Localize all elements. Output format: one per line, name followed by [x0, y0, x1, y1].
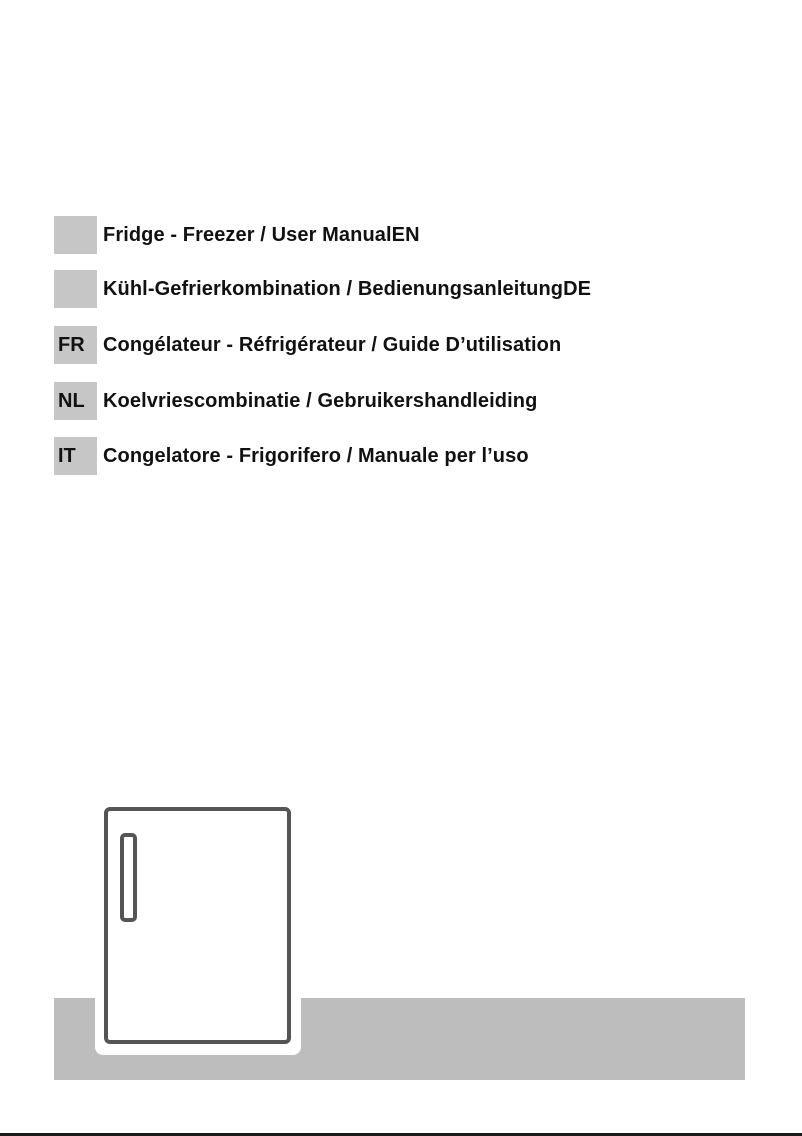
- language-code-box: [54, 216, 97, 254]
- manual-title: Koelvriescombinatie / Gebruikershandleiding: [103, 389, 538, 412]
- manual-title: Congelatore - Frigorifero / Manuale per l’uso: [103, 444, 529, 467]
- language-row-en: [54, 216, 420, 254]
- fridge-handle: [122, 835, 135, 920]
- language-row-it: [54, 437, 529, 475]
- language-row-fr: [54, 326, 561, 364]
- manual-title: Kühl-Gefrierkombination / BedienungsanleitungDE: [103, 277, 592, 300]
- language-row-nl: [54, 382, 537, 420]
- manual-title: Congélateur - Réfrigérateur / Guide D’utilisation: [103, 333, 562, 356]
- language-code-box: NL: [54, 382, 97, 420]
- language-code-box: [54, 270, 97, 308]
- manual-title: Fridge - Freezer / User ManualEN: [103, 223, 420, 246]
- language-code-box: FR: [54, 326, 97, 364]
- language-row-de: [54, 270, 591, 308]
- language-code-box: IT: [54, 437, 97, 475]
- fridge-outline-icon: [95, 799, 305, 1057]
